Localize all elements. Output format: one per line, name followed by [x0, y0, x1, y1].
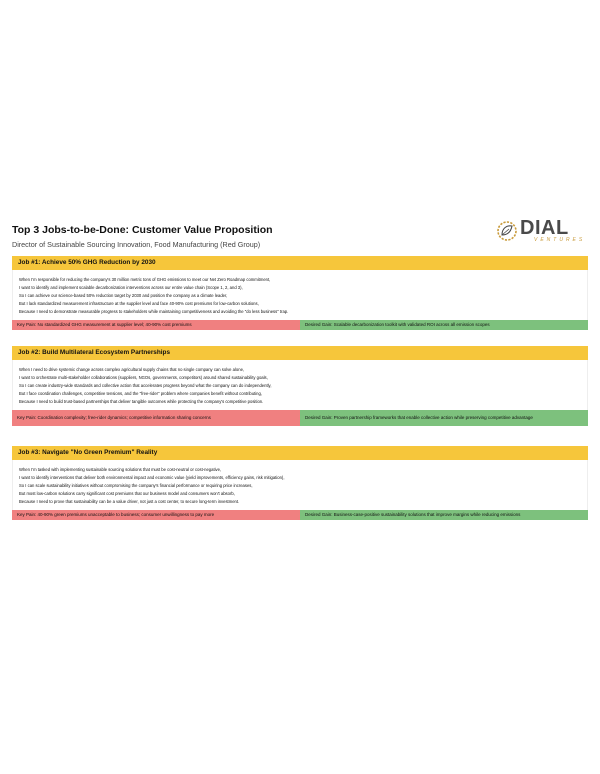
- job-line: But I face coordination challenges, competitive tensions, and the "free-rider" problem where companies benefit without contributing,: [19, 391, 262, 396]
- desired-gain-text: Desired Gain: Proven partnership frameworks that enable collective action while preserving competitive advantage: [305, 415, 533, 421]
- job-line: I want to orchestrate multi-stakeholder collaborations (suppliers, NGOs, governments, competitors) around shared sustainability goals,: [19, 375, 268, 380]
- job-line: I want to identify and implement scalable decarbonization interventions across our entire value chain (Scope 1, 2, and 3),: [19, 285, 243, 290]
- key-pain-text: Key Pain: Coordination complexity; free-rider dynamics; competitive information sharing concerns: [17, 415, 211, 421]
- job-card-3: [12, 446, 588, 520]
- job-statement: [12, 360, 588, 410]
- page-title: Top 3 Jobs-to-be-Done: Customer Value Proposition: [12, 224, 273, 236]
- job-statement: [12, 460, 588, 510]
- job-line: So I can create industry-wide standards and collective action that accelerates progress beyond what the company can do independently,: [19, 383, 272, 388]
- job-line: I want to identify interventions that deliver both environmental impact and economic value (yield improvements, efficiency gains, risk mitigation),: [19, 475, 285, 480]
- page-header: [12, 217, 588, 254]
- desired-gain-cell: [300, 510, 588, 520]
- desired-gain-cell: [300, 410, 588, 426]
- job-line: When I'm tasked with implementing sustainable sourcing solutions that must be cost-neutral or cost-negative,: [19, 467, 222, 472]
- dial-ventures-logo: [496, 218, 588, 246]
- key-pain-cell: [12, 320, 300, 330]
- logo-wordmark: DIAL: [520, 217, 569, 239]
- job-line: When I need to drive systemic change across complex agricultural supply chains that no single company can solve alone,: [19, 367, 245, 372]
- job-card-1: [12, 256, 588, 330]
- job-title: Job #2: Build Multilateral Ecosystem Partnerships: [12, 346, 588, 360]
- desired-gain-text: Desired Gain: Business-case-positive sustainability solutions that improve margins while reducing emissions: [305, 512, 521, 518]
- job-line: Because I need to build trust-based partnerships that deliver tangible outcomes while protecting the company's competitive position.: [19, 399, 264, 404]
- job-line: So I can achieve our science-based 50% reduction target by 2030 and position the company as a climate leader,: [19, 293, 228, 298]
- leaf-gear-icon: [496, 220, 518, 242]
- job-statement: [12, 270, 588, 320]
- job-line: But I lack standardized measurement infrastructure at the supplier level and face 40-90% cost premiums for low-carbon solutions,: [19, 301, 259, 306]
- logo-subtext: VENTURES: [534, 237, 586, 243]
- key-pain-text: Key Pain: No standardized GHG measurement at supplier level; 40-90% cost premiums: [17, 322, 192, 328]
- job-title: Job #3: Navigate "No Green Premium" Reality: [12, 446, 588, 460]
- job-title: Job #1: Achieve 50% GHG Reduction by 2030: [12, 256, 588, 270]
- key-pain-text: Key Pain: 40-90% green premiums unacceptable to business; consumer unwillingness to pay more: [17, 512, 215, 518]
- job-line: When I'm responsible for reducing the company's 30 million metric tons of GHG emissions to meet our Net Zero Roadmap commitment,: [19, 277, 271, 282]
- job-line: So I can scale sustainability initiatives without compromising the company's financial performance or requiring price increases,: [19, 483, 253, 488]
- job-line: Because I need to prove that sustainability can be a value driver, not just a cost center, to secure long-term investment.: [19, 499, 240, 504]
- job-pain-gain-row: [12, 510, 588, 520]
- key-pain-cell: [12, 510, 300, 520]
- job-pain-gain-row: [12, 320, 588, 330]
- key-pain-cell: [12, 410, 300, 426]
- job-line: Because I need to demonstrate measurable progress to stakeholders while maintaining competitiveness and avoiding the "do less business" trap.: [19, 309, 289, 314]
- job-pain-gain-row: [12, 410, 588, 426]
- job-line: But most low-carbon solutions carry significant cost premiums that our business model and consumers won't absorb,: [19, 491, 235, 496]
- job-card-2: [12, 346, 588, 426]
- desired-gain-text: Desired Gain: Scalable decarbonization toolkit with validated ROI across all emission scopes: [305, 322, 490, 328]
- desired-gain-cell: [300, 320, 588, 330]
- page-subtitle: Director of Sustainable Sourcing Innovation, Food Manufacturing (Red Group): [12, 240, 261, 249]
